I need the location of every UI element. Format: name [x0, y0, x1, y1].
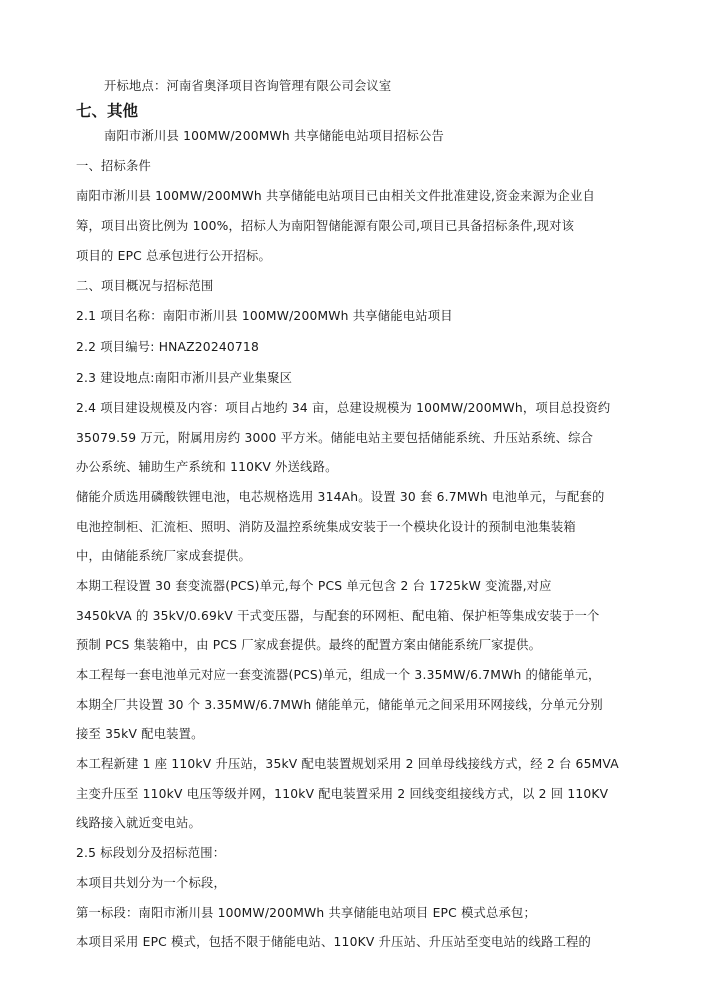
- paragraph-line: 2.4 项目建设规模及内容：项目占地约 34 亩，总建设规模为 100MW/200MWh，项目总投资约: [76, 401, 611, 415]
- heading-tender-conditions: 一、招标条件: [76, 159, 151, 173]
- paragraph-line: 35079.59 万元，附属用房约 3000 平方米。储能电站主要包括储能系统、升压站系统、综合: [76, 431, 594, 445]
- paragraph-line: 线路接入就近变电站。: [76, 816, 201, 830]
- paragraph-line: 3450kVA 的 35kV/0.69kV 干式变压器，与配套的环网柜、配电箱、保护柜等集成安装于一个: [76, 609, 600, 623]
- paragraph-line: 本工程每一套电池单元对应一套变流器(PCS)单元，组成一个 3.35MW/6.7MWh 的储能单元，: [76, 668, 601, 682]
- item-lot-division: 2.5 标段划分及招标范围：: [76, 846, 226, 860]
- item-project-number: 2.2 项目编号: HNAZ20240718: [76, 340, 259, 354]
- paragraph-line: 中，由储能系统厂家成套提供。: [76, 549, 251, 563]
- paragraph-line: 本工程新建 1 座 110kV 升压站，35kV 配电装置规划采用 2 回单母线接线方式，经 2 台 65MVA: [76, 757, 619, 771]
- item-construction-site: 2.3 建设地点:南阳市淅川县产业集聚区: [76, 371, 293, 385]
- paragraph-line: 预制 PCS 集装箱中，由 PCS 厂家成套提供。最终的配置方案由储能系统厂家提供。: [76, 638, 542, 652]
- paragraph-line: 储能介质选用磷酸铁锂电池，电芯规格选用 314Ah。设置 30 套 6.7MWh 电池单元，与配套的: [76, 490, 605, 504]
- paragraph-line: 筹，项目出资比例为 100%，招标人为南阳智储能源有限公司,项目已具备招标条件,现对该: [76, 219, 575, 233]
- paragraph-line: 本项目共划分为一个标段，: [76, 876, 226, 890]
- paragraph-line: 主变升压至 110kV 电压等级并网，110kV 配电装置采用 2 回线变组接线方式，以 2 回 110KV: [76, 787, 609, 801]
- paragraph-line: 本期工程设置 30 套变流器(PCS)单元,每个 PCS 单元包含 2 台 1725kW 变流器,对应: [76, 579, 552, 593]
- paragraph-line: 接至 35kV 配电装置。: [76, 727, 204, 741]
- paragraph-line: 南阳市淅川县 100MW/200MWh 共享储能电站项目已由相关文件批准建设,资金来源为企业自: [76, 189, 596, 203]
- paragraph-line: 第一标段：南阳市淅川县 100MW/200MWh 共享储能电站项目 EPC 模式总承包；: [76, 906, 537, 920]
- paragraph-line: 本期全厂共设置 30 个 3.35MW/6.7MWh 储能单元，储能单元之间采用环网接线，分单元分别: [76, 698, 603, 712]
- paragraph-line: 项目的 EPC 总承包进行公开招标。: [76, 249, 272, 263]
- paragraph-line: 电池控制柜、汇流柜、照明、消防及温控系统集成安装于一个模块化设计的预制电池集装箱: [76, 520, 576, 534]
- bid-opening-venue: 开标地点：河南省奥泽项目咨询管理有限公司会议室: [104, 79, 392, 93]
- announcement-title: 南阳市淅川县 100MW/200MWh 共享储能电站项目招标公告: [104, 129, 444, 143]
- heading-project-overview: 二、项目概况与招标范围: [76, 279, 214, 293]
- paragraph-line: 办公系统、辅助生产系统和 110KV 外送线路。: [76, 460, 338, 474]
- item-project-name: 2.1 项目名称：南阳市淅川县 100MW/200MWh 共享储能电站项目: [76, 309, 453, 323]
- section-heading-other: 七、其他: [76, 102, 139, 120]
- paragraph-line: 本项目采用 EPC 模式，包括不限于储能电站、110KV 升压站、升压站至变电站的线路工程的: [76, 935, 592, 949]
